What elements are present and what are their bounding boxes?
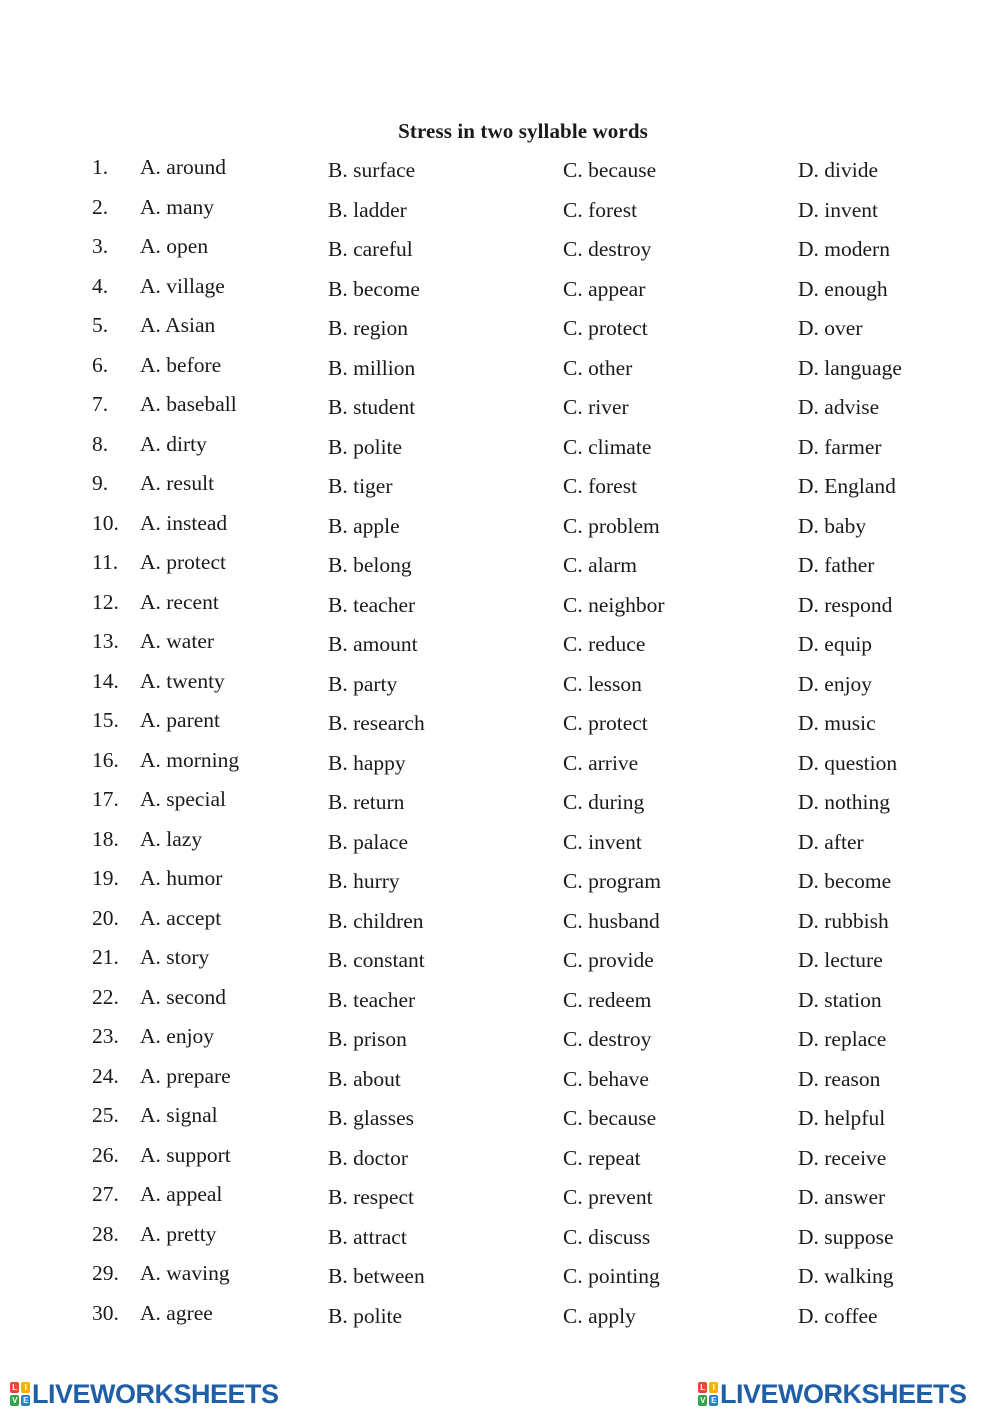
option-c[interactable]: C. forest [563, 197, 638, 222]
question-number: 26. [92, 1142, 119, 1167]
question-list [0, 155, 1000, 1340]
question-number: 18. [92, 826, 119, 851]
option-d[interactable]: D. replace [798, 1027, 887, 1051]
option-a[interactable]: A. around [140, 155, 226, 179]
option-a[interactable]: A. result [140, 471, 215, 495]
question-row [0, 945, 1000, 985]
option-a[interactable]: A. open [140, 234, 209, 258]
question-number: 10. [92, 510, 119, 535]
option-d[interactable]: D. respond [798, 592, 893, 617]
option-b[interactable]: B. about [328, 1066, 401, 1091]
question-row [0, 353, 1000, 393]
option-b[interactable]: B. return [328, 790, 405, 814]
option-d[interactable]: D. music [798, 711, 876, 735]
question-number: 17. [92, 787, 119, 811]
question-row [0, 234, 1000, 274]
option-b[interactable]: B. hurry [328, 869, 400, 893]
question-row [0, 1064, 1000, 1104]
question-row [0, 787, 1000, 827]
option-c[interactable]: C. destroy [563, 1027, 652, 1051]
option-d[interactable]: D. farmer [798, 434, 882, 459]
option-a[interactable]: A. water [140, 629, 215, 653]
option-c[interactable]: C. protect [563, 316, 648, 340]
question-row [0, 1143, 1000, 1183]
option-b[interactable]: B. region [328, 316, 409, 340]
question-number: 5. [92, 313, 109, 337]
option-c[interactable]: C. river [563, 395, 629, 419]
option-b[interactable]: B. student [328, 395, 416, 419]
question-number: 14. [92, 668, 119, 693]
option-c[interactable]: C. alarm [563, 553, 638, 577]
option-c[interactable]: C. provide [563, 948, 654, 972]
option-a[interactable]: A. protect [140, 550, 226, 574]
option-d[interactable]: D. enjoy [798, 671, 873, 696]
option-d[interactable]: D. invent [798, 197, 879, 222]
option-d[interactable]: D. modern [798, 237, 890, 261]
question-number: 12. [92, 589, 119, 614]
option-b[interactable]: B. teacher [328, 592, 416, 617]
option-d[interactable]: D. walking [798, 1264, 894, 1288]
option-d[interactable]: D. divide [798, 158, 879, 182]
option-c[interactable]: C. repeat [563, 1145, 641, 1170]
option-a[interactable]: A. dirty [140, 431, 207, 456]
option-b[interactable]: B. doctor [328, 1145, 409, 1170]
option-b[interactable]: B. children [328, 908, 424, 933]
option-b[interactable]: B. become [328, 276, 420, 301]
question-row [0, 313, 1000, 353]
question-number: 30. [92, 1300, 119, 1325]
question-row [0, 511, 1000, 551]
option-a[interactable]: A. before [140, 352, 222, 377]
question-row [0, 432, 1000, 472]
question-row [0, 1103, 1000, 1143]
option-b[interactable]: B. happy [328, 750, 406, 775]
option-c[interactable]: C. apply [563, 1303, 636, 1328]
option-a[interactable]: A. morning [140, 747, 240, 772]
question-number: 7. [92, 392, 109, 416]
option-c[interactable]: C. discuss [563, 1224, 651, 1249]
option-a[interactable]: A. Asian [140, 313, 216, 337]
option-a[interactable]: A. pretty [140, 1221, 217, 1246]
option-a[interactable]: A. enjoy [140, 1024, 215, 1048]
option-d[interactable]: D. baby [798, 513, 867, 538]
option-b[interactable]: B. apple [328, 513, 400, 538]
option-c[interactable]: C. prevent [563, 1185, 653, 1209]
option-b[interactable]: B. party [328, 671, 398, 696]
option-d[interactable]: D. after [798, 829, 864, 854]
footer-brand-text: LIVEWORKSHEETS [32, 1378, 279, 1409]
option-c[interactable]: C. arrive [563, 750, 639, 775]
option-a[interactable]: A. baseball [140, 392, 237, 416]
question-number: 1. [92, 155, 109, 179]
option-c[interactable]: C. problem [563, 513, 660, 538]
question-number: 27. [92, 1182, 119, 1206]
option-d[interactable]: D. rubbish [798, 908, 889, 933]
option-a[interactable]: A. parent [140, 708, 220, 732]
question-row [0, 1301, 1000, 1341]
option-b[interactable]: B. palace [328, 829, 408, 854]
question-row [0, 906, 1000, 946]
option-c[interactable]: C. during [563, 790, 645, 814]
option-c[interactable]: C. lesson [563, 671, 642, 696]
question-number: 29. [92, 1261, 119, 1285]
question-number: 16. [92, 747, 119, 772]
option-d[interactable]: D. receive [798, 1145, 887, 1170]
question-row [0, 274, 1000, 314]
option-d[interactable]: D. helpful [798, 1106, 886, 1130]
option-d[interactable]: D. England [798, 474, 896, 498]
question-row [0, 1261, 1000, 1301]
option-a[interactable]: A. special [140, 787, 226, 811]
option-d[interactable]: D. become [798, 869, 892, 893]
option-b[interactable]: B. amount [328, 632, 418, 656]
question-number: 22. [92, 984, 119, 1009]
option-b[interactable]: B. glasses [328, 1106, 414, 1130]
question-row [0, 1222, 1000, 1262]
question-number: 6. [92, 352, 109, 377]
option-d[interactable]: D. answer [798, 1185, 886, 1209]
question-row [0, 827, 1000, 867]
question-number: 28. [92, 1221, 119, 1246]
option-a[interactable]: A. instead [140, 510, 228, 535]
option-c[interactable]: C. because [563, 158, 657, 182]
question-number: 3. [92, 234, 109, 258]
option-a[interactable]: A. accept [140, 905, 222, 930]
option-d[interactable]: D. station [798, 987, 882, 1012]
question-row [0, 392, 1000, 432]
option-c[interactable]: C. appear [563, 276, 646, 301]
option-d[interactable]: D. advise [798, 395, 880, 419]
option-a[interactable]: A. twenty [140, 668, 225, 693]
option-c[interactable]: C. other [563, 355, 633, 380]
question-number: 15. [92, 708, 119, 732]
option-c[interactable]: C. forest [563, 474, 638, 498]
option-d[interactable]: D. nothing [798, 790, 890, 814]
question-number: 13. [92, 629, 119, 653]
option-a[interactable]: A. prepare [140, 1063, 231, 1088]
option-c[interactable]: C. redeem [563, 987, 652, 1012]
option-b[interactable]: B. respect [328, 1185, 414, 1209]
question-row [0, 155, 1000, 195]
option-a[interactable]: A. story [140, 945, 210, 969]
question-number: 2. [92, 194, 109, 219]
question-number: 4. [92, 273, 109, 298]
option-a[interactable]: A. waving [140, 1261, 230, 1285]
question-row [0, 195, 1000, 235]
question-row [0, 550, 1000, 590]
question-row [0, 985, 1000, 1025]
question-row [0, 590, 1000, 630]
option-d[interactable]: D. coffee [798, 1303, 878, 1328]
question-number: 9. [92, 471, 109, 495]
option-b[interactable]: B. research [328, 711, 425, 735]
option-a[interactable]: A. village [140, 273, 225, 298]
question-number: 23. [92, 1024, 119, 1048]
option-b[interactable]: B. tiger [328, 474, 393, 498]
option-b[interactable]: B. attract [328, 1224, 407, 1249]
option-a[interactable]: A. appeal [140, 1182, 223, 1206]
option-b[interactable]: B. prison [328, 1027, 407, 1051]
option-c[interactable]: C. invent [563, 829, 642, 854]
question-number: 24. [92, 1063, 119, 1088]
option-b[interactable]: B. constant [328, 948, 425, 972]
question-number: 25. [92, 1103, 119, 1127]
footer-logo-right[interactable] [698, 1377, 967, 1411]
option-a[interactable]: A. second [140, 984, 226, 1009]
option-b[interactable]: B. polite [328, 434, 403, 459]
option-c[interactable]: C. husband [563, 908, 660, 933]
question-row [0, 471, 1000, 511]
question-number: 20. [92, 905, 119, 930]
option-a[interactable]: A. humor [140, 866, 223, 890]
question-row [0, 866, 1000, 906]
option-d[interactable]: D. language [798, 355, 902, 380]
worksheet-title: Stress in two syllable words [398, 119, 648, 143]
question-row [0, 748, 1000, 788]
question-row [0, 708, 1000, 748]
question-number: 19. [92, 866, 119, 890]
option-d[interactable]: D. father [798, 553, 875, 577]
footer-brand-text: LIVEWORKSHEETS [720, 1378, 967, 1409]
option-b[interactable]: B. teacher [328, 987, 416, 1012]
option-b[interactable]: B. surface [328, 158, 416, 182]
option-a[interactable]: A. recent [140, 589, 219, 614]
option-b[interactable]: B. careful [328, 237, 413, 261]
option-d[interactable]: D. suppose [798, 1224, 894, 1249]
option-a[interactable]: A. agree [140, 1300, 213, 1325]
option-c[interactable]: C. climate [563, 434, 652, 459]
question-number: 11. [92, 550, 119, 574]
option-b[interactable]: B. million [328, 355, 416, 380]
option-c[interactable]: C. reduce [563, 632, 646, 656]
option-a[interactable]: A. support [140, 1142, 231, 1167]
option-c[interactable]: C. behave [563, 1066, 649, 1091]
question-number: 8. [92, 431, 109, 456]
liveworksheets-logo-icon: L I V E [698, 1382, 718, 1406]
question-row [0, 1182, 1000, 1222]
option-d[interactable]: D. lecture [798, 948, 883, 972]
option-c[interactable]: C. pointing [563, 1264, 660, 1288]
question-number: 21. [92, 945, 119, 969]
question-row [0, 669, 1000, 709]
question-row [0, 629, 1000, 669]
option-d[interactable]: D. over [798, 316, 863, 340]
option-a[interactable]: A. signal [140, 1103, 218, 1127]
option-c[interactable]: C. destroy [563, 237, 652, 261]
option-a[interactable]: A. many [140, 194, 215, 219]
option-c[interactable]: C. program [563, 869, 661, 893]
option-b[interactable]: B. belong [328, 553, 412, 577]
option-b[interactable]: B. polite [328, 1303, 403, 1328]
option-d[interactable]: D. reason [798, 1066, 881, 1091]
option-b[interactable]: B. between [328, 1264, 425, 1288]
option-d[interactable]: D. enough [798, 276, 888, 301]
option-a[interactable]: A. lazy [140, 826, 203, 851]
question-row [0, 1024, 1000, 1064]
option-c[interactable]: C. protect [563, 711, 648, 735]
footer-logo-left[interactable] [10, 1377, 279, 1411]
option-d[interactable]: D. question [798, 750, 898, 775]
option-b[interactable]: B. ladder [328, 197, 407, 222]
option-c[interactable]: C. because [563, 1106, 657, 1130]
option-c[interactable]: C. neighbor [563, 592, 665, 617]
liveworksheets-logo-icon: L I V E [10, 1382, 30, 1406]
option-d[interactable]: D. equip [798, 632, 873, 656]
